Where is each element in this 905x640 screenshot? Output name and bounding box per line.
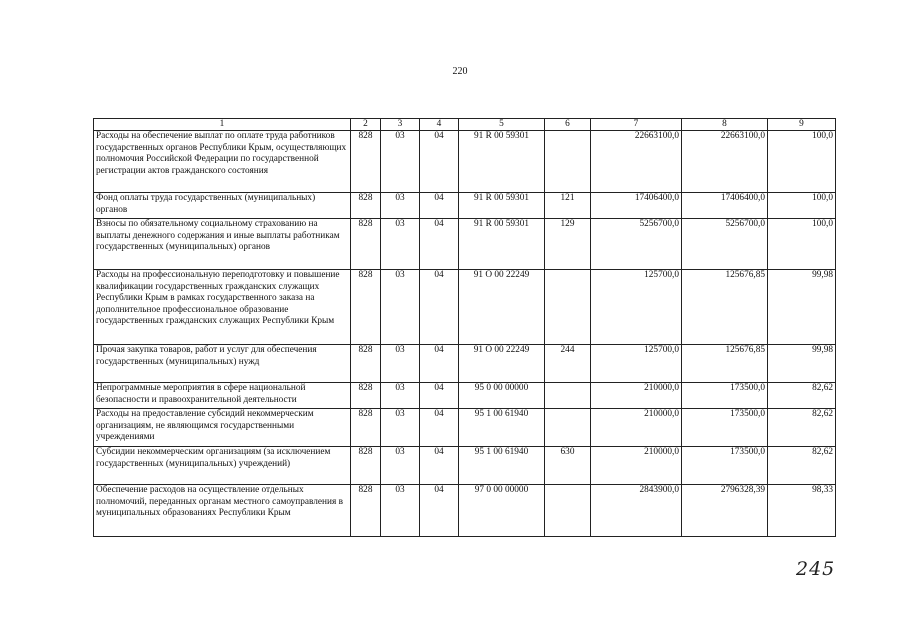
executed-amount-cell: 22663100,0 [682,131,768,193]
subsection-code-cell: 04 [420,485,459,537]
expense-name-cell: Расходы на обеспечение выплат по оплате труда работников государственных органов Республики Крым, осуществляющих полномочия Российской Федерации по государственной регистрации актов гражданского состояния [94,131,351,193]
page-number: 220 [452,66,468,77]
target-article-cell: 91 R 00 59301 [459,193,545,219]
column-header: 9 [768,119,836,131]
target-article-cell: 95 1 00 61940 [459,447,545,485]
table-row [94,383,836,409]
planned-amount-cell: 210000,0 [591,447,682,485]
handwritten-page-note: 245 [796,558,836,580]
target-article-cell: 97 0 00 00000 [459,485,545,537]
target-article-cell: 95 1 00 61940 [459,409,545,447]
section-code-cell: 03 [381,219,420,270]
section-code-cell: 03 [381,383,420,409]
column-header: 7 [591,119,682,131]
expense-type-cell [545,485,591,537]
expense-name-cell: Расходы на профессиональную переподготовку и повышение квалификации государственных гражданских служащих Республики Крым в рамках государственного заказа на дополнительное профессиональное образование государственных гражданских служащих Республики Крым [94,270,351,345]
planned-amount-cell: 22663100,0 [591,131,682,193]
table-row [94,409,836,447]
ministry-code-cell: 828 [351,485,381,537]
ministry-code-cell: 828 [351,447,381,485]
section-code-cell: 03 [381,447,420,485]
target-article-cell: 91 R 00 59301 [459,131,545,193]
subsection-code-cell: 04 [420,193,459,219]
expense-type-cell [545,131,591,193]
executed-amount-cell: 173500,0 [682,409,768,447]
executed-amount-cell: 173500,0 [682,447,768,485]
planned-amount-cell: 125700,0 [591,270,682,345]
expense-type-cell [545,409,591,447]
column-header: 4 [420,119,459,131]
column-header: 3 [381,119,420,131]
ministry-code-cell: 828 [351,131,381,193]
execution-percent-cell: 82,62 [768,409,836,447]
expense-type-cell: 129 [545,219,591,270]
execution-percent-cell: 100,0 [768,131,836,193]
column-header: 1 [94,119,351,131]
execution-percent-cell: 82,62 [768,383,836,409]
ministry-code-cell: 828 [351,270,381,345]
target-article-cell: 91 О 00 22249 [459,345,545,383]
expense-type-cell: 244 [545,345,591,383]
subsection-code-cell: 04 [420,345,459,383]
executed-amount-cell: 125676,85 [682,345,768,383]
expense-name-cell: Взносы по обязательному социальному страхованию на выплаты денежного содержания и иные выплаты работникам государственных (муниципальных) органов [94,219,351,270]
table-row [94,345,836,383]
expense-type-cell [545,383,591,409]
section-code-cell: 03 [381,409,420,447]
subsection-code-cell: 04 [420,383,459,409]
target-article-cell: 91 О 00 22249 [459,270,545,345]
section-code-cell: 03 [381,270,420,345]
budget-table [93,118,836,537]
column-header: 2 [351,119,381,131]
expense-name-cell: Субсидии некоммерческим организациям (за исключением государственных (муниципальных) учреждений) [94,447,351,485]
expense-name-cell: Непрограммные мероприятия в сфере национальной безопасности и правоохранительной деятельности [94,383,351,409]
table-row [94,447,836,485]
subsection-code-cell: 04 [420,131,459,193]
executed-amount-cell: 2796328,39 [682,485,768,537]
table-header-row [94,119,836,131]
ministry-code-cell: 828 [351,345,381,383]
expense-name-cell: Фонд оплаты труда государственных (муниципальных) органов [94,193,351,219]
target-article-cell: 91 R 00 59301 [459,219,545,270]
ministry-code-cell: 828 [351,193,381,219]
column-header: 8 [682,119,768,131]
subsection-code-cell: 04 [420,447,459,485]
execution-percent-cell: 98,33 [768,485,836,537]
planned-amount-cell: 210000,0 [591,383,682,409]
execution-percent-cell: 100,0 [768,219,836,270]
planned-amount-cell: 125700,0 [591,345,682,383]
planned-amount-cell: 5256700,0 [591,219,682,270]
executed-amount-cell: 5256700,0 [682,219,768,270]
table-row [94,270,836,345]
planned-amount-cell: 2843900,0 [591,485,682,537]
execution-percent-cell: 82,62 [768,447,836,485]
planned-amount-cell: 17406400,0 [591,193,682,219]
section-code-cell: 03 [381,193,420,219]
execution-percent-cell: 100,0 [768,193,836,219]
executed-amount-cell: 125676,85 [682,270,768,345]
ministry-code-cell: 828 [351,409,381,447]
column-header: 5 [459,119,545,131]
expense-type-cell: 630 [545,447,591,485]
subsection-code-cell: 04 [420,219,459,270]
ministry-code-cell: 828 [351,383,381,409]
expense-type-cell: 121 [545,193,591,219]
section-code-cell: 03 [381,485,420,537]
execution-percent-cell: 99,98 [768,270,836,345]
table-row [94,193,836,219]
expense-name-cell: Прочая закупка товаров, работ и услуг для обеспечения государственных (муниципальных) нужд [94,345,351,383]
table-row [94,485,836,537]
target-article-cell: 95 0 00 00000 [459,383,545,409]
subsection-code-cell: 04 [420,270,459,345]
table-row [94,131,836,193]
expense-type-cell [545,270,591,345]
executed-amount-cell: 173500,0 [682,383,768,409]
ministry-code-cell: 828 [351,219,381,270]
column-header: 6 [545,119,591,131]
executed-amount-cell: 17406400,0 [682,193,768,219]
table-row [94,219,836,270]
subsection-code-cell: 04 [420,409,459,447]
expense-name-cell: Расходы на предоставление субсидий некоммерческим организациям, не являющимся государственными учреждениями [94,409,351,447]
section-code-cell: 03 [381,345,420,383]
planned-amount-cell: 210000,0 [591,409,682,447]
expense-name-cell: Обеспечение расходов на осуществление отдельных полномочий, переданных органам местного самоуправления в муниципальных образованиях Республики Крым [94,485,351,537]
section-code-cell: 03 [381,131,420,193]
execution-percent-cell: 99,98 [768,345,836,383]
